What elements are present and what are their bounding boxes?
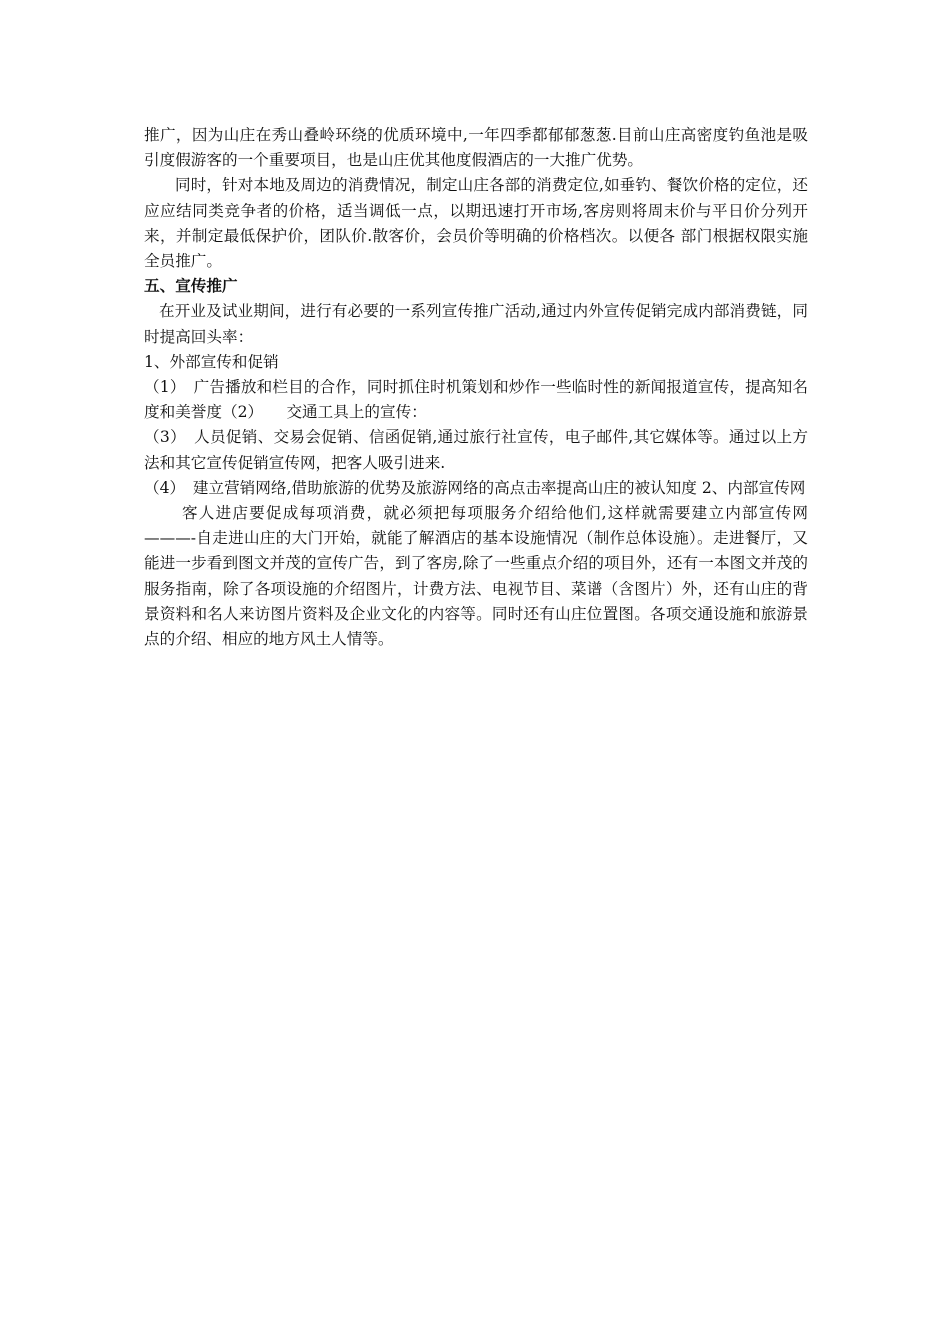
document-body (144, 123, 808, 652)
list-item-1: （1） 广告播放和栏目的合作，同时抓住时机策划和炒作一些临时性的新闻报道宣传，提高知名度和美誉度（2） 交通工具上的宣传： (144, 378, 808, 422)
list-item-4: （4） 建立营销网络,借助旅游的优势及旅游网络的高点击率提高山庄的被认知度 2、内部宣传网 (144, 478, 806, 497)
list-item-3: （3） 人员促销、交易会促销、信函促销,通过旅行社宣传，电子邮件,其它媒体等。通过以上方法和其它宣传促销宣传网，把客人吸引进来. (144, 428, 808, 472)
paragraph-internal-network: 客人进店要促成每项消费，就必须把每项服务介绍给他们,这样就需要建立内部宣传网———-自走进山庄的大门开始，就能了解酒店的基本设施情况（制作总体设施）。走进餐厅，又能进一步看到图文并茂的宣传广告，到了客房,除了一些重点介绍的项目外，还有一本图文并茂的服务指南，除了各项设施的介绍图片，计费方法、电视节目、菜谱（含图片）外，还有山庄的背景资料和名人来访图片资料及企业文化的内容等。同时还有山庄位置图。各项交通设施和旅游景点的介绍、相应的地方风土人情等。 (144, 504, 808, 649)
section-heading-publicity: 五、宣传推广 (144, 277, 238, 296)
paragraph-publicity-intro: 在开业及试业期间，进行有必要的一系列宣传推广活动,通过内外宣传促销完成内部消费链，同时提高回头率： (144, 302, 808, 346)
subheading-external-promotion: 1、外部宣传和促销 (144, 352, 279, 371)
paragraph-promotion-environment: 推广，因为山庄在秀山叠岭环绕的优质环境中,一年四季都郁郁葱葱.目前山庄高密度钓鱼池是吸引度假游客的一个重要项目，也是山庄优其他度假酒店的一大推广优势。 (144, 126, 808, 170)
paragraph-pricing-strategy: 同时，针对本地及周边的消费情况，制定山庄各部的消费定位,如垂钓、餐饮价格的定位，还应应结同类竞争者的价格，适当调低一点，以期迅速打开市场,客房则将周末价与平日价分列开来，并制定最低保护价，团队价.散客价，会员价等明确的价格档次。以便各 部门根据权限实施全员推广。 (144, 176, 808, 271)
